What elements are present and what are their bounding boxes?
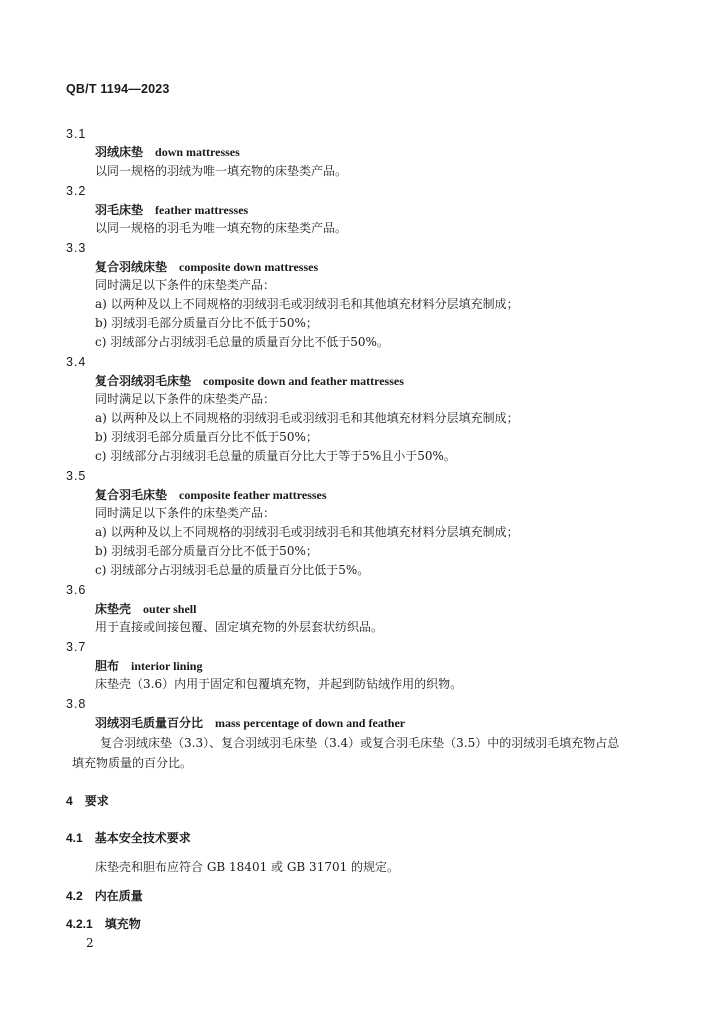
term-title [95,144,240,160]
term-zh: 羽绒床垫 [95,145,144,159]
clause-number: 3.7 [66,640,87,654]
term-en: interior lining [131,659,203,673]
clause-number: 3.3 [66,241,87,255]
clause-number: 3.2 [66,184,87,198]
definition-line: 填充物质量的百分比。 [72,756,193,770]
standard-code: QB/T 1194—2023 [66,82,170,96]
term-en: composite feather mattresses [179,488,327,502]
term-zh: 胆布 [95,659,120,673]
subsection-number: 4.1 [66,831,83,845]
paragraph: 床垫壳和胆布应符合 GB 18401 或 GB 31701 的规定。 [95,860,400,874]
subsection-heading [66,916,141,932]
term-en: feather mattresses [155,203,249,217]
term-en: outer shell [143,602,197,616]
term-en: composite down mattresses [179,260,319,274]
subsection-title: 基本安全技术要求 [94,831,191,845]
subsection-title: 填充物 [104,917,141,931]
term-title [95,487,327,503]
section-heading [66,793,109,809]
subsection-title: 内在质量 [94,889,143,903]
section-title: 要求 [84,794,109,808]
term-title [95,259,318,275]
definition-line: 同时满足以下条件的床垫类产品： [95,278,276,292]
definition-line: a) 以两种及以上不同规格的羽绒羽毛或羽绒羽毛和其他填充材料分层填充制成； [95,411,519,425]
term-title [95,373,404,389]
clause-number: 3.6 [66,583,87,597]
definition-line: 以同一规格的羽毛为唯一填充物的床垫类产品。 [95,221,348,235]
term-title [95,658,202,674]
definition-line: b) 羽绒羽毛部分质量百分比不低于50%； [95,316,318,330]
term-en: mass percentage of down and feather [215,716,406,730]
definition-line: a) 以两种及以上不同规格的羽绒羽毛或羽绒羽毛和其他填充材料分层填充制成； [95,525,519,539]
clause-number: 3.1 [66,127,87,141]
term-zh: 复合羽毛床垫 [95,488,168,502]
term-title [95,202,248,218]
term-en: down mattresses [155,145,240,159]
page-number: 2 [86,936,94,950]
term-title [95,715,405,731]
subsection-number: 4.2 [66,889,83,903]
term-zh: 羽绒羽毛质量百分比 [95,716,204,730]
term-zh: 床垫壳 [95,602,132,616]
definition-line: c) 羽绒部分占羽绒羽毛总量的质量百分比不低于50%。 [95,335,389,349]
term-en: composite down and feather mattresses [203,374,404,388]
definition-line: 床垫壳（3.6）内用于固定和包覆填充物，并起到防钻绒作用的织物。 [95,677,463,691]
subsection-number: 4.2.1 [66,917,93,931]
definition-line: a) 以两种及以上不同规格的羽绒羽毛或羽绒羽毛和其他填充材料分层填充制成； [95,297,519,311]
definition-line: c) 羽绒部分占羽绒羽毛总量的质量百分比低于5%。 [95,563,370,577]
subsection-heading [66,888,143,904]
term-zh: 复合羽绒床垫 [95,260,168,274]
definition-line: b) 羽绒羽毛部分质量百分比不低于50%； [95,544,318,558]
definition-line: 用于直接或间接包覆、固定填充物的外层套状纺织品。 [95,620,384,634]
definition-line: 以同一规格的羽绒为唯一填充物的床垫类产品。 [95,164,348,178]
term-zh: 复合羽绒羽毛床垫 [95,374,192,388]
term-zh: 羽毛床垫 [95,203,144,217]
clause-number: 3.5 [66,469,87,483]
term-title [95,601,196,617]
definition-line: c) 羽绒部分占羽绒羽毛总量的质量百分比大于等于5%且小于50%。 [95,449,456,463]
definition-line: 同时满足以下条件的床垫类产品： [95,392,276,406]
clause-number: 3.4 [66,355,87,369]
definition-line: b) 羽绒羽毛部分质量百分比不低于50%； [95,430,318,444]
definition-line: 同时满足以下条件的床垫类产品： [95,506,276,520]
section-number: 4 [66,794,73,808]
subsection-heading [66,830,191,846]
definition-line: 复合羽绒床垫（3.3）、复合羽绒羽毛床垫（3.4）或复合羽毛床垫（3.5）中的羽绒羽毛填充物占总 [100,736,620,750]
clause-number: 3.8 [66,697,87,711]
